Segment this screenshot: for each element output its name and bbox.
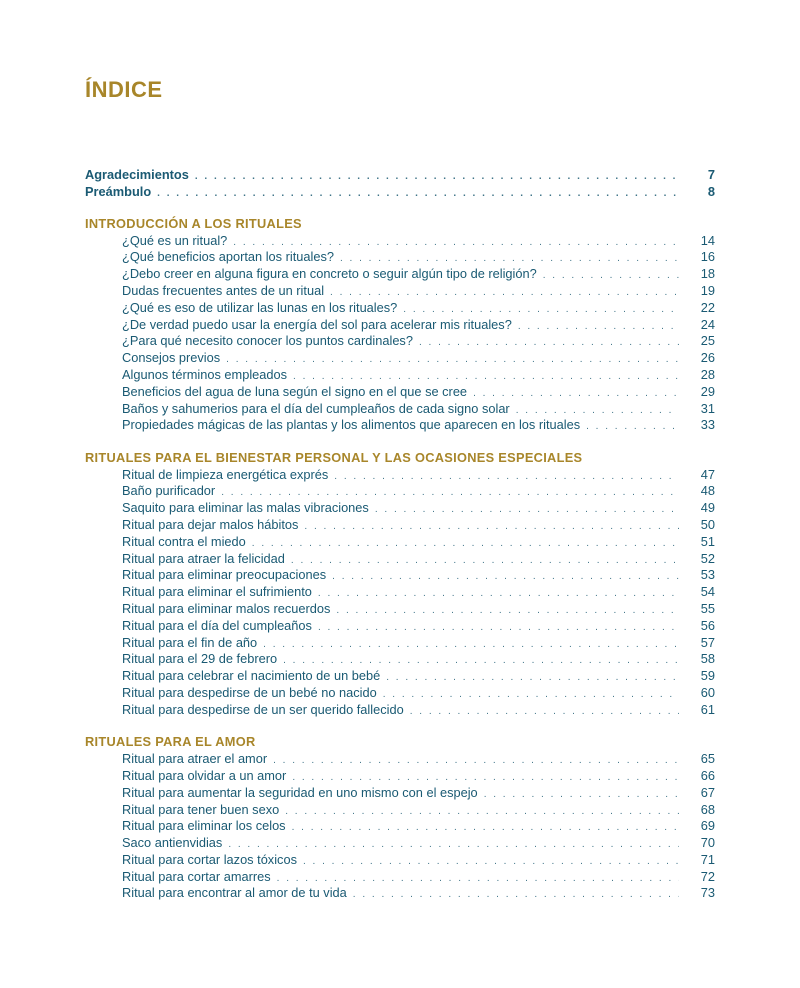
toc-page-number: 7 [707, 167, 715, 182]
toc-page-number: 67 [700, 784, 715, 800]
toc-entry-label: Ritual para tener buen sexo [122, 801, 280, 817]
section-heading-amor: RITUALES PARA EL AMOR [85, 734, 256, 750]
toc-page-number: 47 [700, 466, 715, 482]
toc-entry-label: Ritual para olvidar a un amor [122, 767, 287, 783]
toc-entry[interactable] [85, 768, 715, 785]
dot-leader [157, 186, 679, 203]
toc-entry-label: ¿Qué es un ritual? [122, 232, 228, 248]
toc-entry[interactable] [85, 635, 715, 652]
toc-entry-label: Agradecimientos [85, 167, 189, 182]
toc-entry[interactable] [85, 300, 715, 317]
section-heading-bienestar: RITUALES PARA EL BIENESTAR PERSONAL Y LAS OCASIONES ESPECIALES [85, 449, 583, 465]
dot-leader [292, 820, 679, 837]
toc-page-number: 61 [700, 701, 715, 717]
toc-entry-label: Ritual para atraer la felicidad [122, 550, 285, 566]
toc-entry-label: Ritual contra el miedo [122, 533, 246, 549]
toc-entry-label: ¿Debo creer en alguna figura en concreto o seguir algún tipo de religión? [122, 266, 537, 282]
dot-leader [303, 854, 679, 871]
toc-entry-label: Ritual para cortar amarres [122, 868, 271, 884]
toc-entry-label: Ritual para encontrar al amor de tu vida [122, 885, 347, 901]
toc-entry-label: Ritual para dejar malos hábitos [122, 517, 299, 533]
dot-leader [318, 620, 679, 637]
toc-entry-agradecimientos[interactable] [85, 167, 715, 184]
toc-page-number: 25 [700, 333, 715, 349]
toc-page-number: 52 [700, 550, 715, 566]
dot-leader [518, 319, 679, 336]
toc-entry[interactable] [85, 685, 715, 702]
toc-entry[interactable] [85, 483, 715, 500]
toc-page-number: 48 [700, 483, 715, 499]
toc-page-number: 8 [707, 183, 715, 199]
toc-entry[interactable] [85, 551, 715, 568]
toc-entry[interactable] [85, 500, 715, 517]
dot-leader [419, 335, 679, 352]
toc-entry[interactable] [85, 618, 715, 635]
toc-page-number: 58 [700, 651, 715, 667]
toc-entry[interactable] [85, 668, 715, 685]
toc-page-number: 24 [700, 316, 715, 332]
toc-entry-label: Baños y sahumerios para el día del cumpleaños de cada signo solar [122, 400, 510, 416]
toc-entry[interactable] [85, 266, 715, 283]
toc-entry[interactable] [85, 367, 715, 384]
toc-entry-label: Dudas frecuentes antes de un ritual [122, 282, 325, 298]
toc-page-number: 28 [700, 366, 715, 382]
toc-entry-label: ¿Qué es eso de utilizar las lunas en los rituales? [122, 299, 398, 315]
toc-page-number: 69 [700, 818, 715, 834]
toc-entry-label: Beneficios del agua de luna según el signo en el que se cree [122, 383, 468, 399]
toc-entry-label: Preámbulo [85, 183, 152, 199]
toc-entry[interactable] [85, 702, 715, 719]
dot-leader [353, 887, 679, 904]
toc-entry[interactable] [85, 584, 715, 601]
toc-entry-label: Ritual para eliminar malos recuerdos [122, 601, 331, 617]
toc-page-number: 19 [700, 282, 715, 298]
toc-entry[interactable] [85, 869, 715, 886]
toc-entry[interactable] [85, 818, 715, 835]
toc-page-number: 73 [700, 885, 715, 901]
dot-leader [285, 804, 679, 821]
dot-leader [252, 536, 679, 553]
toc-entry[interactable] [85, 517, 715, 534]
toc-entry-label: Ritual para despedirse de un bebé no nacido [122, 685, 377, 701]
dot-leader [484, 787, 679, 804]
toc-page-number: 29 [700, 383, 715, 399]
toc-entry[interactable] [85, 567, 715, 584]
toc-page-number: 59 [700, 668, 715, 684]
toc-entry-preambulo[interactable] [85, 184, 715, 201]
toc-entry[interactable] [85, 249, 715, 266]
toc-entry[interactable] [85, 751, 715, 768]
toc-entry[interactable] [85, 651, 715, 668]
toc-page-number: 54 [700, 584, 715, 600]
toc-entry[interactable] [85, 802, 715, 819]
toc-page-number: 66 [700, 767, 715, 783]
toc-entry[interactable] [85, 467, 715, 484]
dot-leader [375, 502, 679, 519]
table-of-contents [85, 167, 715, 902]
toc-entry-label: Ritual para eliminar preocupaciones [122, 567, 327, 583]
toc-page-number: 50 [700, 517, 715, 533]
toc-entry-label: Propiedades mágicas de las plantas y los alimentos que aparecen en los rituales [122, 417, 581, 433]
dot-leader [291, 553, 679, 570]
dot-leader [386, 670, 679, 687]
toc-entry[interactable] [85, 601, 715, 618]
toc-entry-label: Ritual para el fin de año [122, 634, 258, 650]
toc-entry-label: ¿De verdad puedo usar la energía del sol para acelerar mis rituales? [122, 316, 512, 332]
toc-page-number: 51 [700, 533, 715, 549]
toc-entry[interactable] [85, 835, 715, 852]
toc-entry[interactable] [85, 384, 715, 401]
dot-leader [410, 704, 679, 721]
toc-entry-label: Ritual para cortar lazos tóxicos [122, 851, 297, 867]
toc-entry[interactable] [85, 333, 715, 350]
toc-page-number: 33 [700, 417, 715, 433]
dot-leader [336, 603, 679, 620]
dot-leader [304, 519, 679, 536]
toc-entry-label: Ritual para celebrar el nacimiento de un bebé [122, 668, 381, 684]
toc-entry-label: ¿Para qué necesito conocer los puntos cardinales? [122, 333, 413, 349]
toc-entry-label: Saco antienvidias [122, 835, 223, 851]
toc-page-number: 68 [700, 801, 715, 817]
dot-leader [318, 586, 679, 603]
toc-entry-label: Ritual para el 29 de febrero [122, 651, 278, 667]
toc-entry-label: Algunos términos empleados [122, 366, 288, 382]
toc-entry-label: Ritual para el día del cumpleaños [122, 617, 312, 633]
toc-entry-label: Ritual para atraer el amor [122, 751, 268, 767]
toc-page-number: 31 [700, 400, 715, 416]
dot-leader [273, 753, 679, 770]
toc-entry-label: Ritual para despedirse de un ser querido fallecido [122, 701, 404, 717]
toc-page-number: 53 [700, 567, 715, 583]
toc-entry[interactable] [85, 885, 715, 902]
toc-page-number: 16 [700, 249, 715, 265]
toc-entry[interactable] [85, 317, 715, 334]
toc-entry-label: Saquito para eliminar las malas vibraciones [122, 500, 369, 516]
toc-page-number: 26 [700, 350, 715, 366]
toc-page-number: 72 [700, 868, 715, 884]
toc-entry[interactable] [85, 852, 715, 869]
toc-entry-label: ¿Qué beneficios aportan los rituales? [122, 249, 334, 265]
toc-page-number: 14 [700, 232, 715, 248]
toc-entry[interactable] [85, 233, 715, 250]
dot-leader [586, 419, 679, 436]
toc-entry[interactable] [85, 785, 715, 802]
toc-page-number: 70 [700, 835, 715, 851]
toc-entry-label: Ritual para eliminar los celos [122, 818, 286, 834]
dot-leader [383, 687, 679, 704]
toc-entry-label: Ritual para aumentar la seguridad en uno mismo con el espejo [122, 784, 478, 800]
dot-leader [543, 268, 679, 285]
toc-page-number: 71 [700, 851, 715, 867]
section-heading-introduccion: INTRODUCCIÓN A LOS RITUALES [85, 215, 302, 231]
toc-entry[interactable] [85, 401, 715, 418]
toc-page-number: 56 [700, 617, 715, 633]
toc-page-number: 18 [700, 266, 715, 282]
dot-leader [334, 469, 679, 486]
toc-page-number: 57 [700, 634, 715, 650]
dot-leader [332, 569, 679, 586]
toc-page-number: 22 [700, 299, 715, 315]
toc-page-number: 60 [700, 685, 715, 701]
toc-entry-label: Consejos previos [122, 350, 221, 366]
toc-page-number: 49 [700, 500, 715, 516]
toc-entry-label: Baño purificador [122, 483, 216, 499]
toc-entry-label: Ritual de limpieza energética exprés [122, 466, 329, 482]
toc-entry[interactable] [85, 283, 715, 300]
toc-entry[interactable] [85, 417, 715, 434]
dot-leader [226, 352, 679, 369]
page-title: ÍNDICE [85, 77, 163, 102]
toc-page-number: 65 [700, 751, 715, 767]
toc-entry-label: Ritual para eliminar el sufrimiento [122, 584, 312, 600]
toc-entry[interactable] [85, 534, 715, 551]
dot-leader [263, 637, 679, 654]
dot-leader [195, 169, 679, 186]
toc-page-number: 55 [700, 601, 715, 617]
toc-entry[interactable] [85, 350, 715, 367]
